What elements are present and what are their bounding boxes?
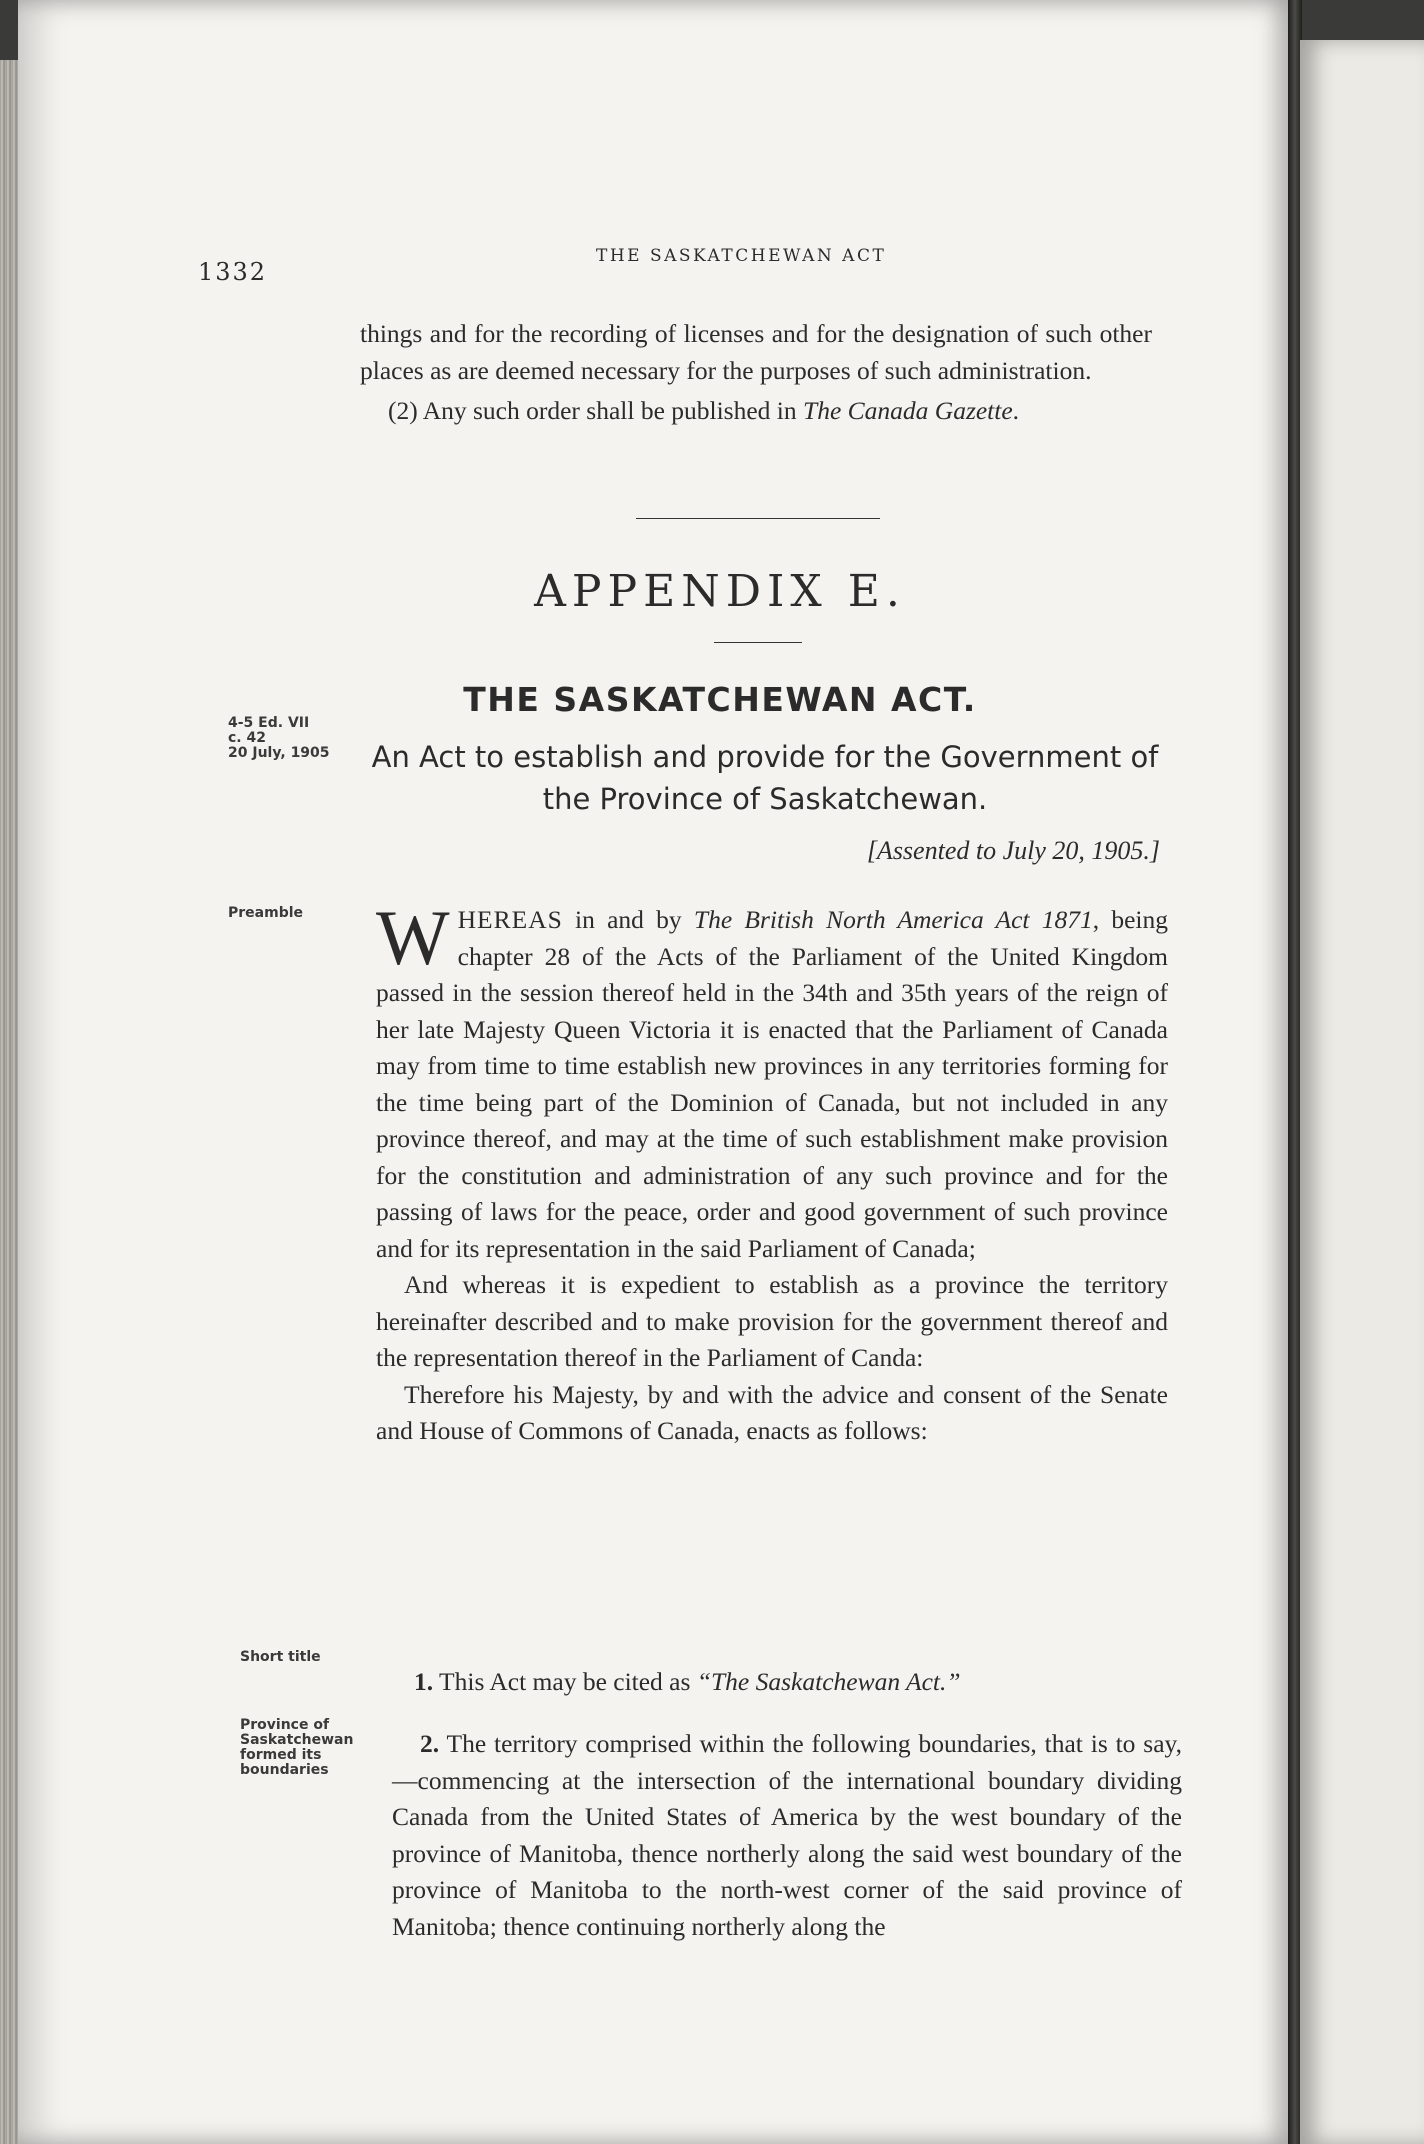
citation-line-2: c. 42 (228, 730, 266, 746)
margin-citation (228, 716, 330, 761)
bna-act-title: The British North America Act 1871 (693, 905, 1093, 934)
section-divider (636, 518, 880, 519)
section-2-text: The territory comprised within the following boundaries, that is to say,—commencing at the intersection of the international boundary dividing Canada from the United States of America by the west boundary of the province of Manitoba, thence northerly along the said west boundary of the province of Manitoba to the north-west corner of the said province of Manitoba; thence continuing northerly along the (392, 1729, 1182, 1941)
heading-rule (714, 642, 802, 643)
margin-note-province (240, 1718, 353, 1778)
page-number: 1332 (198, 258, 268, 286)
preamble-paragraph-1 (376, 894, 1169, 1267)
preamble-text-1: in and by (562, 905, 694, 934)
section-1-number: 1. (414, 1667, 434, 1696)
section-1-text: This Act may be cited as (433, 1667, 697, 1696)
province-note-line-3: formed its (240, 1747, 322, 1763)
citation-line-1: 4-5 Ed. VII (228, 715, 310, 731)
whereas-word: HEREAS (457, 905, 563, 934)
margin-note-preamble: Preamble (228, 905, 304, 921)
preamble-paragraph-2: And whereas it is expedient to establish as a province the territory hereinafter described and to make provision for the government thereof and the representation thereof in the Parliament of Canda: (376, 1270, 1168, 1372)
long-title: An Act to establish and provide for the Government of the Province of Saskatchewan. (371, 740, 1159, 816)
province-note-line-4: boundaries (240, 1762, 329, 1778)
assent-date: [Assented to July 20, 1905.] (866, 836, 1160, 865)
subsection-2-end: . (1012, 396, 1020, 425)
drop-cap: W (376, 894, 450, 981)
continuation-line: things and for the recording of licenses and for the designation of such other places as are deemed necessary for the purposes of such administration. (360, 319, 1152, 385)
section-2-number: 2. (420, 1729, 440, 1758)
running-head: THE SASKATCHEWAN ACT (596, 246, 887, 266)
section-1-paragraph (386, 1664, 1176, 1701)
facing-page (1300, 40, 1424, 2144)
section-2 (392, 1726, 1182, 1945)
subsection-2-text: (2) Any such order shall be published in (388, 396, 804, 425)
preamble-text-2: , being chapter 28 of the Acts of the Parliament of the United Kingdom passed in the session thereof held in the 34th and 35th years of the reign of her late Majesty Queen Victoria it is enacted that the Parliament of Canada may from time to time establish new provinces in any territories forming for the time being part of the Dominion of Canada, but not included in any province thereof, and may at the time of such establishment make provision for the constitution and administration of any such province and for the passing of laws for the peace, order and good government of such province and for its representation in the said Parliament of Canada; (376, 905, 1169, 1263)
section-2-paragraph (392, 1726, 1182, 1945)
section-1 (386, 1664, 1176, 1701)
appendix-heading: APPENDIX E. (534, 566, 906, 617)
short-title-citation: “The Saskatchewan Act.” (696, 1667, 961, 1696)
canada-gazette-title: The Canada Gazette (803, 396, 1013, 425)
preamble-paragraph-3: Therefore his Majesty, by and with the advice and consent of the Senate and House of Commons of Canada, enacts as follows: (376, 1379, 1168, 1445)
subsection-2 (360, 393, 1152, 430)
preamble-text (376, 894, 1169, 1450)
continuation-text (360, 316, 1152, 430)
act-title: THE SASKATCHEWAN ACT. (463, 680, 977, 719)
province-note-line-2: Saskatchewan (240, 1732, 354, 1748)
margin-note-short-title: Short title (240, 1649, 321, 1665)
citation-line-3: 20 July, 1905 (228, 745, 330, 761)
province-note-line-1: Province of (240, 1717, 330, 1733)
